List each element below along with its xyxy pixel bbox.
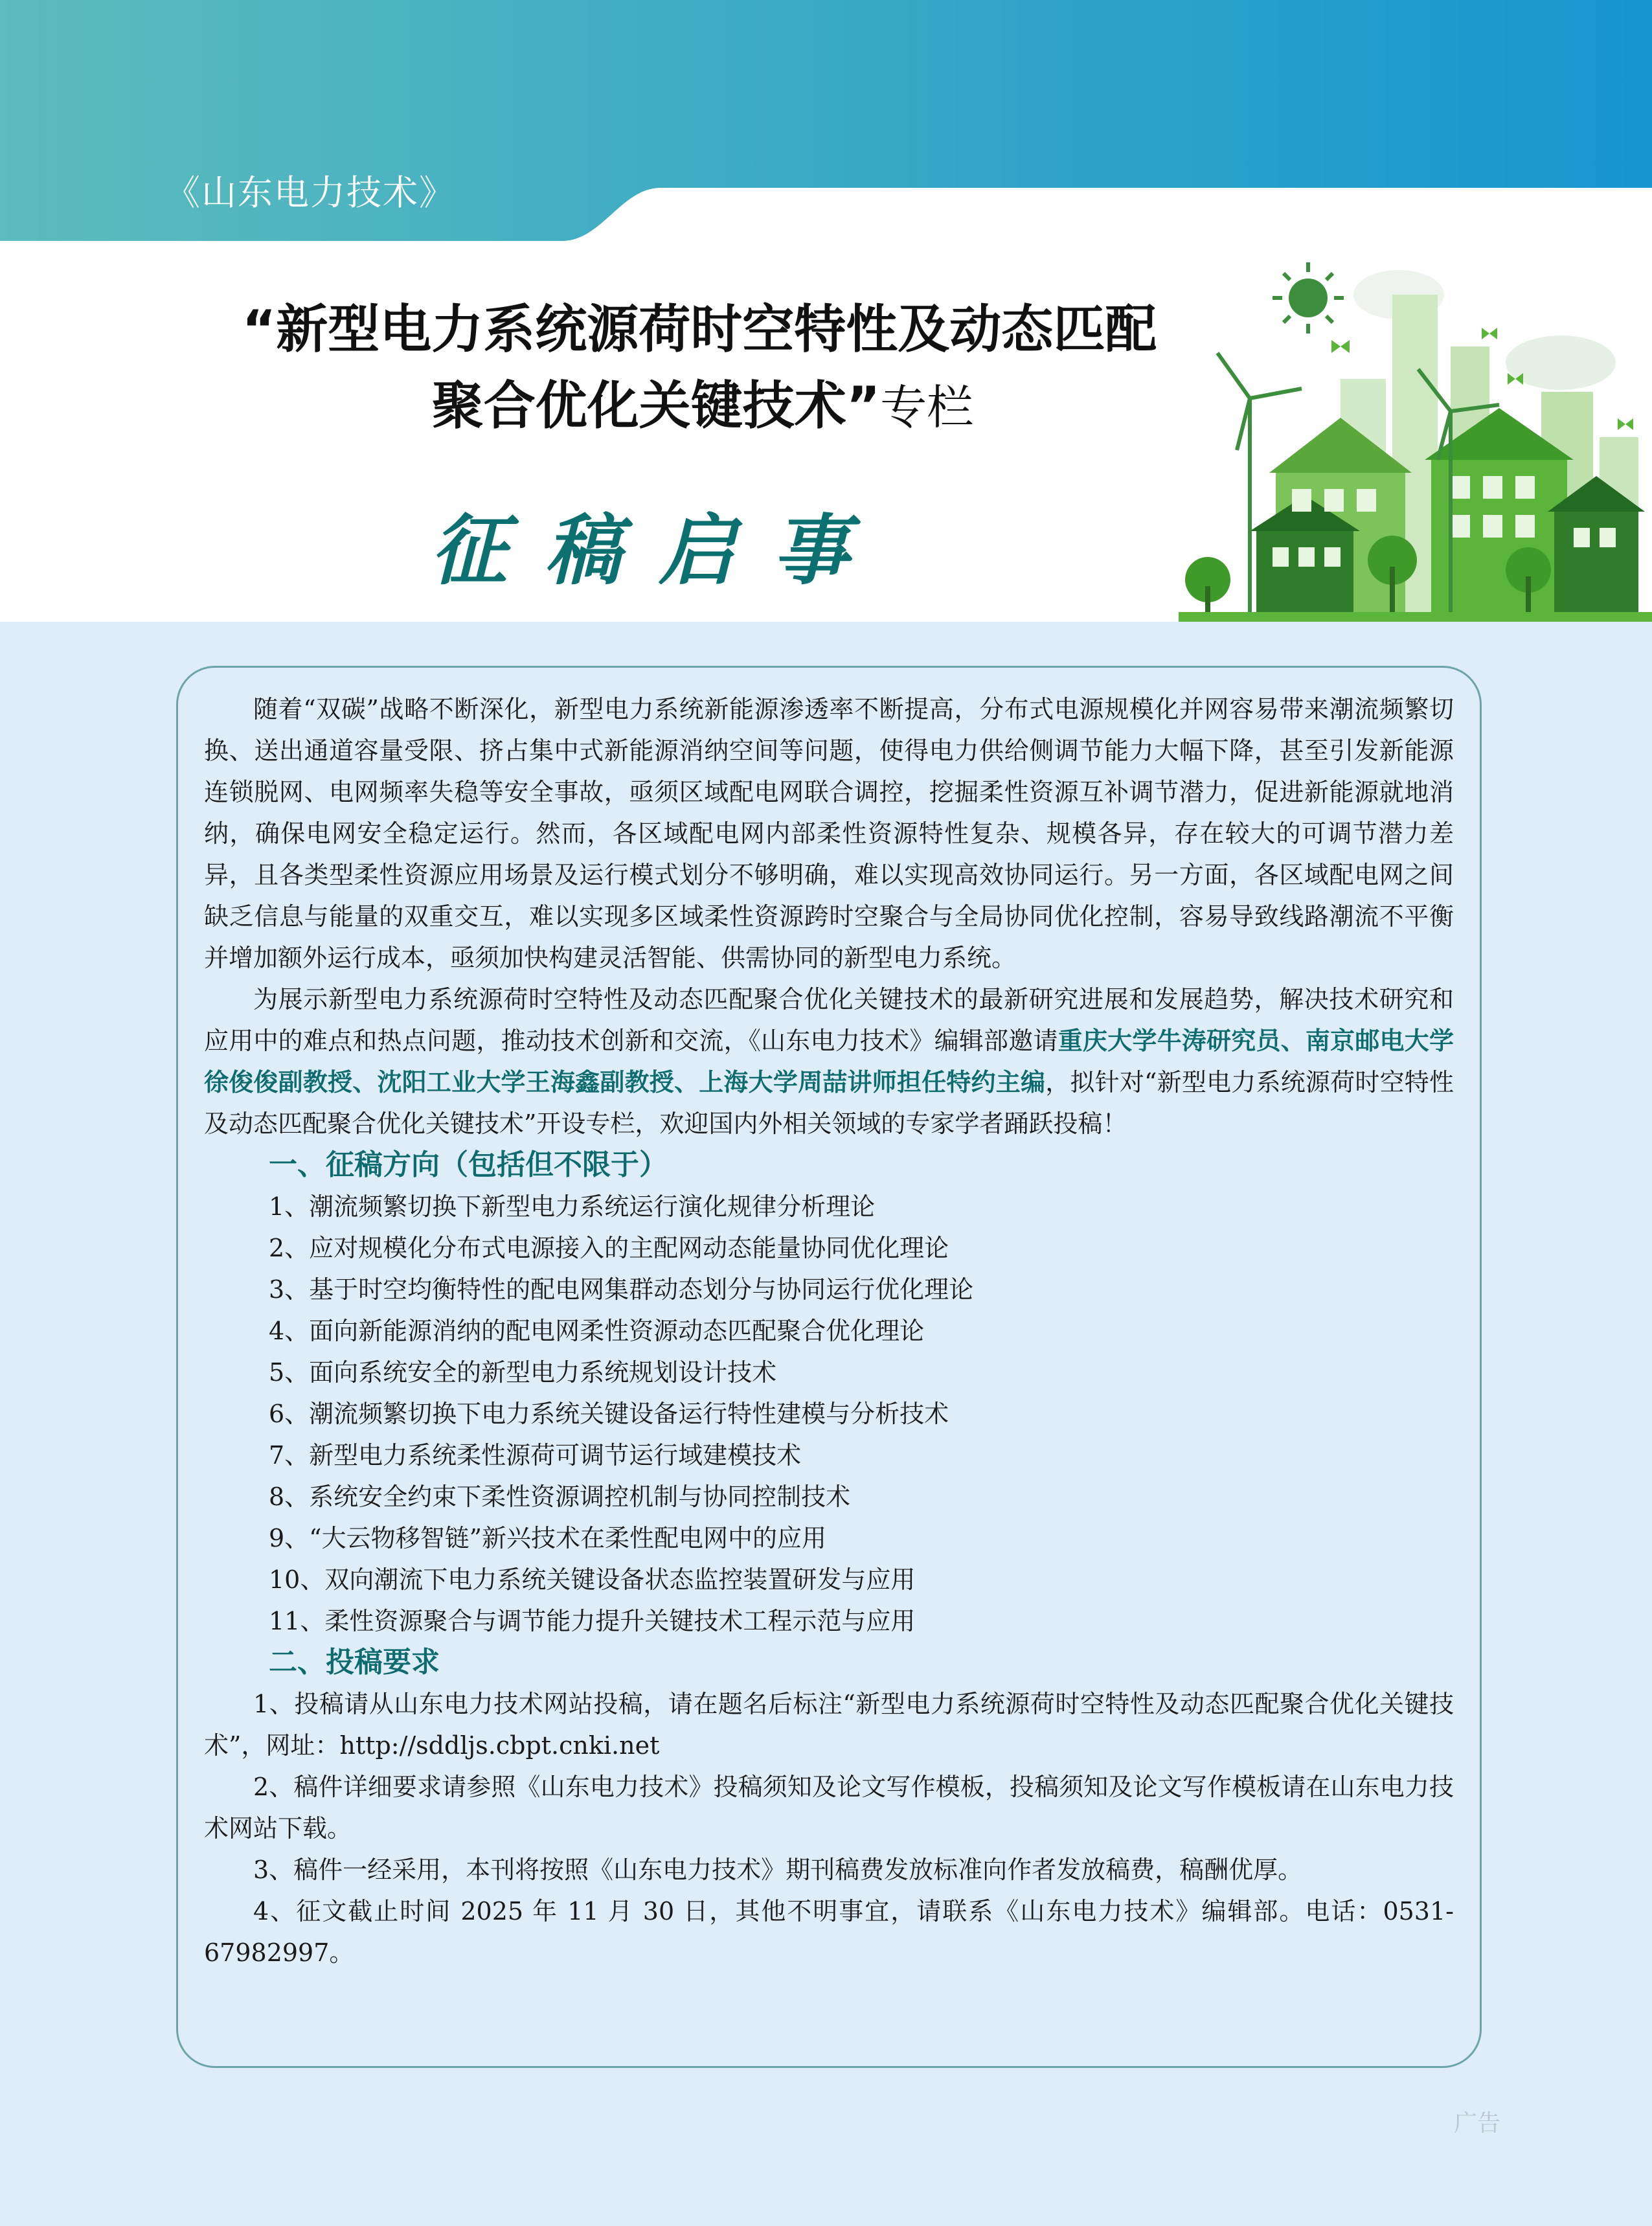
guest-editors-highlight: 重庆大学牛涛研究员、南京邮电大学徐俊俊副教授、沈阳工业大学王海鑫副教授、上海大学周喆讲师担任特约主编 — [204, 1027, 1454, 1096]
requirements-heading: 二、投稿要求 — [269, 1646, 440, 1679]
topics-list — [204, 1186, 1454, 1642]
advertisement-label: 广告 — [1454, 2110, 1501, 2137]
list-item: 4、面向新能源消纳的配电网柔性资源动态匹配聚合优化理论 — [269, 1317, 925, 1345]
sun-icon — [1273, 262, 1344, 334]
call-for-papers-title: 征稿启事 — [431, 506, 887, 595]
requirement-1: 1、投稿请从山东电力技术网站投稿，请在题名后标注“新型电力系统源荷时空特性及动态匹配聚合优化关键技术”，网址：http://sddljs.cbpt.cnki.net — [204, 1690, 1454, 1760]
intro-paragraph-1: 随着“双碳”战略不断深化，新型电力系统新能源渗透率不断提高，分布式电源规模化并网容易带来潮流频繁切换、送出通道容量受限、挤占集中式新能源消纳空间等问题，使得电力供给侧调节能力大幅下降，甚至引发新能源连锁脱网、电网频率失稳等安全事故，亟须区域配电网联合调控，挖掘柔性资源互补调节潜力，促进新能源就地消纳，确保电网安全稳定运行。然而，各区域配电网内部柔性资源特性复杂、规模各异，存在较大的可调节潜力差异，且各类型柔性资源应用场景及运行模式划分不够明确，难以实现高效协同运行。另一方面，各区域配电网之间缺乏信息与能量的双重交互，难以实现多区域柔性资源跨时空聚合与全局协同优化控制，容易导致线路潮流不平衡并增加额外运行成本，亟须加快构建灵活智能、供需协同的新型电力系统。 — [204, 695, 1454, 972]
intro-paragraph-2-end: ，拟针对“新型电力系统源荷时空特性及动态匹配聚合优化关键技术”开设专栏，欢迎国内外相关领域的专家学者踊跃投稿！ — [204, 1068, 1454, 1138]
column-title-suffix: 专栏 — [880, 380, 974, 435]
list-item: 6、潮流频繁切换下电力系统关键设备运行特性建模与分析技术 — [269, 1400, 949, 1428]
list-item: 10、双向潮流下电力系统关键设备状态监控装置研发与应用 — [269, 1565, 916, 1594]
list-item: 2、应对规模化分布式电源接入的主配网动态能量协同优化理论 — [269, 1234, 949, 1262]
list-item: 9、“大云物移智链”新兴技术在柔性配电网中的应用 — [269, 1524, 827, 1552]
topics-heading: 一、征稿方向（包括但不限于） — [269, 1148, 668, 1181]
header-banner — [0, 0, 1652, 622]
list-item: 11、柔性资源聚合与调节能力提升关键技术工程示范与应用 — [269, 1607, 916, 1635]
journal-name: 《山东电力技术》 — [165, 172, 455, 213]
intro-paragraph-2 — [204, 979, 1454, 1144]
intro-paragraph-2-start: 为展示新型电力系统源荷时空特性及动态匹配聚合优化关键技术的最新研究进展和发展趋势，解决技术研究和应用中的难点和热点问题，推动技术创新和交流，《山东电力技术》编辑部邀请 — [204, 985, 1454, 1055]
column-title-line2: 聚合优化关键技术” — [431, 376, 881, 436]
requirement-3: 3、稿件一经采用，本刊将按照《山东电力技术》期刊稿费发放标准向作者发放稿费，稿酬优厚。 — [253, 1856, 1303, 1884]
green-city-illustration — [1179, 249, 1652, 622]
requirement-4: 4、征文截止时间 2025 年 11 月 30 日，其他不明事宜，请联系《山东电力技术》编辑部。电话：0531-67982997。 — [204, 1897, 1454, 1967]
list-item: 5、面向系统安全的新型电力系统规划设计技术 — [269, 1358, 777, 1387]
list-item: 8、系统安全约束下柔性资源调控机制与协同控制技术 — [269, 1482, 851, 1511]
list-item: 7、新型电力系统柔性源荷可调节运行域建模技术 — [269, 1441, 802, 1470]
call-for-papers-content — [176, 666, 1482, 2068]
column-title-line1: “新型电力系统源荷时空特性及动态匹配 — [242, 299, 1157, 359]
requirement-2: 2、稿件详细要求请参照《山东电力技术》投稿须知及论文写作模板，投稿须知及论文写作模板请在山东电力技术网站下载。 — [204, 1773, 1454, 1843]
list-item: 1、潮流频繁切换下新型电力系统运行演化规律分析理论 — [269, 1192, 876, 1221]
list-item: 3、基于时空均衡特性的配电网集群动态划分与协同运行优化理论 — [269, 1275, 974, 1304]
